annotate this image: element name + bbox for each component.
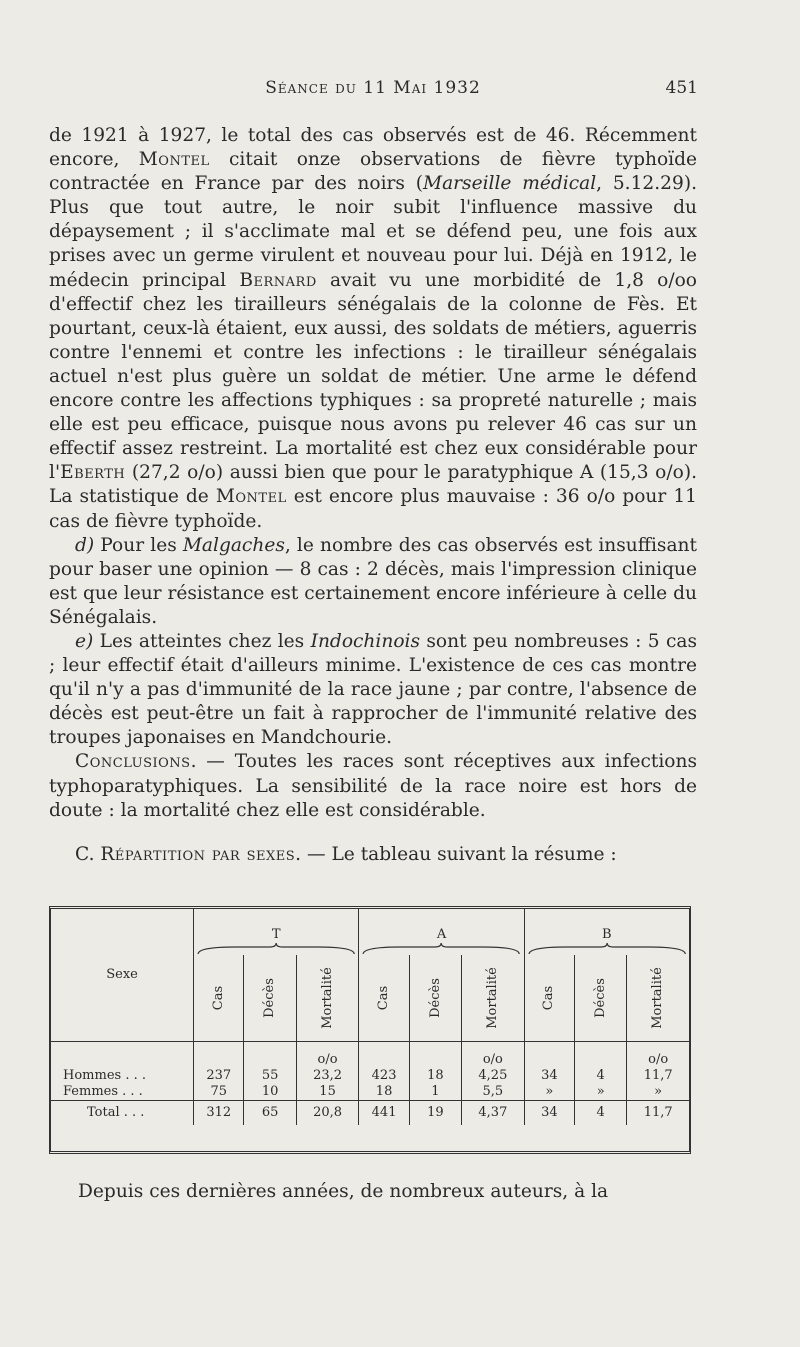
table-cell: 75	[194, 1084, 244, 1101]
text-run: Les atteintes chez les	[93, 630, 311, 652]
table-cell: »	[654, 1084, 663, 1099]
unit-label-a: o/o	[462, 1042, 525, 1069]
italic-text: e)	[75, 630, 94, 652]
group-header-b: B	[602, 927, 612, 942]
table-cell: »	[575, 1084, 627, 1101]
text-run: , le nombre des cas observés est insuffisant pour baser une opinion — 8 cas : 2 décès, mais l'impression clinique est que leur résistance est certainement encore inférieure à celle du Sénégalais.	[49, 534, 697, 628]
text-run: , 5.12.29). Plus que tout autre, le noir subit l'influence massive du dépaysement ; il s'acclimate mal et se défend peu, une fois aux prises avec un germe virulent et nouveau pour lui. Déjà en 1912, le médecin principal	[49, 173, 697, 291]
running-title: Séance du 11 Mai 1932	[265, 78, 481, 98]
table-cell: 18	[409, 1068, 461, 1084]
sub-header-cas: Cas	[359, 955, 409, 1042]
table-cell: »	[524, 1084, 574, 1101]
table-cell: 4,37	[462, 1101, 525, 1126]
paragraph-repartition-sexes	[49, 843, 697, 867]
row-label-femmes: Femmes . . .	[51, 1084, 194, 1101]
table-cell: 11,7	[643, 1068, 673, 1083]
text-run: est encore plus mauvaise : 36 o/o pour 11 cas de fièvre typhoïde.	[49, 486, 698, 532]
table-cell: 65	[244, 1101, 296, 1126]
unit-label-b: o/o	[627, 1042, 689, 1069]
table-cell: 11,7	[627, 1101, 689, 1126]
table-row	[51, 1084, 689, 1101]
author-name: Conclusions	[75, 751, 191, 773]
table-cell: 10	[244, 1084, 296, 1101]
table-cell: 19	[409, 1101, 461, 1126]
table-cell: 55	[244, 1068, 296, 1084]
table-cell: 20,8	[296, 1101, 359, 1126]
table-row	[51, 1068, 689, 1084]
text-run: . — Le tableau suivant la résume :	[295, 843, 617, 865]
sub-header-mortalite: Mortalité	[296, 955, 359, 1042]
table-cell: 5,5	[462, 1084, 525, 1101]
table-cell: 237	[194, 1068, 244, 1084]
sub-header-mortalite: Mortalité	[462, 955, 525, 1042]
paragraph-malgaches	[49, 534, 697, 630]
continuation-text: Depuis ces dernières années, de nombreux auteurs, à la	[78, 1181, 609, 1202]
table-cell: 312	[194, 1101, 244, 1126]
italic-text: Malgaches	[182, 534, 285, 556]
unit-label-t: o/o	[296, 1042, 359, 1069]
text-run: de 1921 à 1927, le total des cas observés est de 46. Récemment encore,	[49, 125, 697, 171]
group-brace-a	[359, 943, 524, 955]
sub-header-deces: Décès	[575, 955, 627, 1042]
italic-text: Marseille médical	[423, 173, 597, 195]
text-run: . — Toutes les races sont réceptives aux infections typhoparatyphiques. La sensibilité de la race noire est hors de doute : la mortalité chez elle est considérable.	[49, 751, 697, 821]
sub-header-mortalite: Mortalité	[650, 967, 666, 1029]
group-header-t: T	[194, 909, 359, 943]
author-name: Bernard	[239, 269, 317, 291]
table-cell: 4	[575, 1101, 627, 1126]
text-run: citait onze observations de fièvre typhoïde contractée en France par des noirs (	[49, 149, 697, 195]
table-cell: 34	[524, 1068, 574, 1084]
author-name: Montel	[215, 486, 287, 508]
sexe-column-header: Sexe	[51, 909, 194, 1042]
table-cell: 23,2	[296, 1068, 359, 1084]
paragraph-indochinois	[49, 630, 697, 750]
running-header	[48, 78, 698, 104]
table-cell: 18	[359, 1084, 409, 1101]
table-cell: 1	[409, 1084, 461, 1101]
table-cell: 15	[296, 1084, 359, 1101]
group-brace-t	[194, 943, 359, 955]
italic-text: d)	[75, 534, 95, 556]
group-brace-b	[524, 943, 689, 955]
paragraph-typhoid-noirs	[49, 124, 697, 534]
page-number: 451	[665, 78, 698, 98]
sub-header-cas: Cas	[194, 955, 244, 1042]
body-text	[49, 124, 697, 867]
table-cell: 4,25	[462, 1068, 525, 1084]
text-run: C.	[75, 843, 101, 865]
row-label-total: Total . . .	[51, 1101, 194, 1126]
sub-header-cas: Cas	[524, 955, 574, 1042]
text-run: (27,2 o/o) aussi bien que pour le paratyphique A (15,3 o/o). La statistique de	[49, 462, 697, 508]
author-name: Eberth	[60, 462, 126, 484]
table-cell: 441	[359, 1101, 409, 1126]
author-name: Répartition par sexes	[100, 843, 296, 865]
italic-text: Indochinois	[310, 630, 421, 652]
table-cell: 4	[575, 1068, 627, 1084]
sub-header-deces: Décès	[409, 955, 461, 1042]
table-cell: 423	[359, 1068, 409, 1084]
text-run: sont peu nombreuses : 5 cas ; leur effectif était d'ailleurs minime. L'existence de ces cas montre qu'il n'y a pas d'immunité de la race jaune ; par contre, l'absence de décès est peut-être un fait à rapprocher de l'immunité relative des troupes japonaises en Mandchourie.	[49, 630, 697, 749]
row-label-hommes: Hommes . . .	[51, 1068, 194, 1084]
paragraph-conclusions	[49, 750, 697, 822]
table-cell: 34	[524, 1101, 574, 1126]
table-row-total	[51, 1101, 689, 1126]
author-name: Montel	[138, 149, 210, 171]
sex-distribution-table	[49, 906, 691, 1154]
sub-header-deces: Décès	[244, 955, 296, 1042]
text-run: Pour les	[94, 534, 183, 556]
text-run: avait vu une morbidité de 1,8 o/oo d'effectif chez les tirailleurs sénégalais de la colonne de Fès. Et pourtant, ceux-là étaient, eux aussi, des soldats de métiers, aguerris contre l'ennemi et contre les infections : le tirailleur sénégalais actuel n'est plus guère un soldat de métier. Une arme le défend encore contre les affections typhiques : sa propreté naturelle ; mais elle est peu efficace, puisque nous avons pu relever 46 cas sur un effectif assez restreint. La mortalité est chez eux considérable pour l'	[49, 269, 697, 484]
group-header-a: A	[359, 909, 524, 943]
